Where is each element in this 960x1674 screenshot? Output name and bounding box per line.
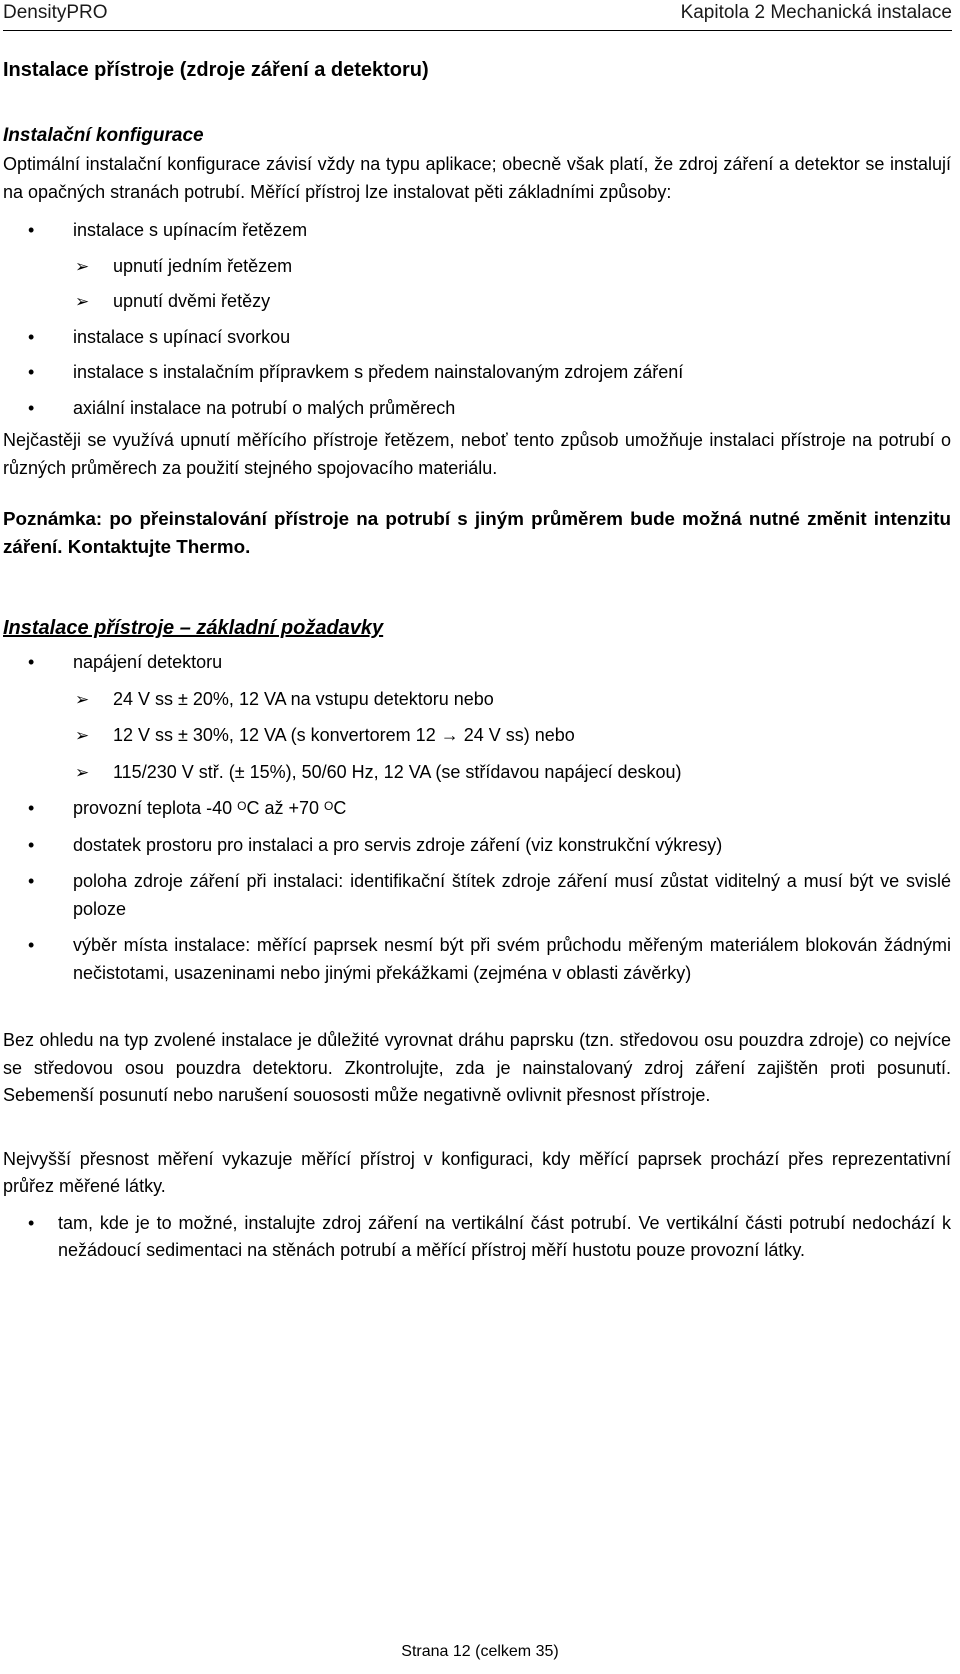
installation-methods-list-cont (3, 324, 951, 423)
accuracy-paragraph: Nejvyšší přesnost měření vykazuje měřící přístroj v konfiguraci, kdy měřící paprsek prochází přes reprezentativní průřez měřené látky. (3, 1148, 951, 1196)
power-sublist (3, 686, 951, 787)
list-item: • napájení detektoru (3, 649, 951, 677)
list-item: ➢ 115/230 V stř. (± 15%), 50/60 Hz, 12 VA (se střídavou napájecí deskou) (3, 759, 951, 787)
list-item: • instalace s upínací svorkou (3, 324, 951, 352)
vertical-install-list (3, 1210, 951, 1265)
list-item: ➢ 12 V ss ± 30%, 12 VA (s konvertorem 12 → 24 V ss) nebo (3, 722, 951, 750)
chain-methods-sublist (3, 253, 951, 316)
page-title: Instalace přístroje (zdroje záření a detektoru) (3, 59, 429, 81)
list-item: ➢ upnutí dvěmi řetězy (3, 288, 951, 316)
list-item: • axiální instalace na potrubí o malých průměrech (3, 395, 951, 423)
list-item: • poloha zdroje záření při instalaci: identifikační štítek zdroje záření musí zůstat viditelný a musí být ve svislé poloze (3, 868, 951, 923)
requirements-list-cont (3, 795, 951, 987)
list-item: ➢ upnutí jedním řetězem (3, 253, 951, 281)
chain-paragraph: Nejčastěji se využívá upnutí měřícího přístroje řetězem, neboť tento způsob umožňuje instalaci přístroje na potrubí o různých průměrech za použití stejného spojovacího materiálu. (3, 430, 951, 478)
list-item: • instalace s instalačním přípravkem s předem nainstalovaným zdrojem záření (3, 359, 951, 387)
list-item: • dostatek prostoru pro instalaci a pro servis zdroje záření (viz konstrukční výkresy) (3, 832, 951, 860)
page-footer: Strana 12 (celkem 35) (401, 1643, 559, 1660)
header-left: DensityPRO (3, 2, 108, 23)
installation-methods-list (3, 217, 951, 245)
section-heading-configuration: Instalační konfigurace (3, 125, 204, 146)
list-item: • výběr místa instalace: měřící paprsek nesmí být při svém průchodu měřeným materiálem blokován žádnými nečistotami, usazeninami nebo jinými překážkami (zejména v oblasti závěrky) (3, 932, 951, 987)
section-heading-requirements: Instalace přístroje – základní požadavky (3, 617, 384, 639)
alignment-paragraph: Bez ohledu na typ zvolené instalace je důležité vyrovnat dráhu paprsku (tzn. středovou osu pouzdra zdroje) co nejvíce se středovou osou pouzdra detektoru. Zkontrolujte, zda je nainstalovaný zdroj záření zajištěn proti posunutí. Sebemenší posunutí nebo narušení souososti může negativně ovlivnit přesnost přístroje. (3, 1030, 951, 1105)
arrow-icon: → (440, 725, 459, 745)
list-item: • provozní teplota -40 $^O$C až +70 $^O$C (3, 795, 951, 823)
requirements-list (3, 649, 951, 677)
document-body (3, 55, 951, 1265)
header-rule (3, 30, 952, 31)
header-right: Kapitola 2 Mechanická instalace (680, 2, 952, 23)
intro-paragraph: Optimální instalační konfigurace závisí vždy na typu aplikace; obecně však platí, že zdroj záření a detektor se instalují na opačných stranách potrubí. Měřící přístroj lze instalovat pěti základními způsoby: (3, 154, 951, 202)
note-paragraph: Poznámka: po přeinstalování přístroje na potrubí s jiným průměrem bude možná nutné změnit intenzitu záření. Kontaktujte Thermo. (3, 508, 951, 557)
list-item: ➢ 24 V ss ± 20%, 12 VA na vstupu detektoru nebo (3, 686, 951, 714)
list-item: • tam, kde je to možné, instalujte zdroj záření na vertikální část potrubí. Ve vertikální části potrubí nedochází k nežádoucí sedimentaci na stěnách potrubí a měřící přístroj měří hustotu pouze provozní látky. (3, 1210, 951, 1265)
list-item: • instalace s upínacím řetězem (3, 217, 951, 245)
